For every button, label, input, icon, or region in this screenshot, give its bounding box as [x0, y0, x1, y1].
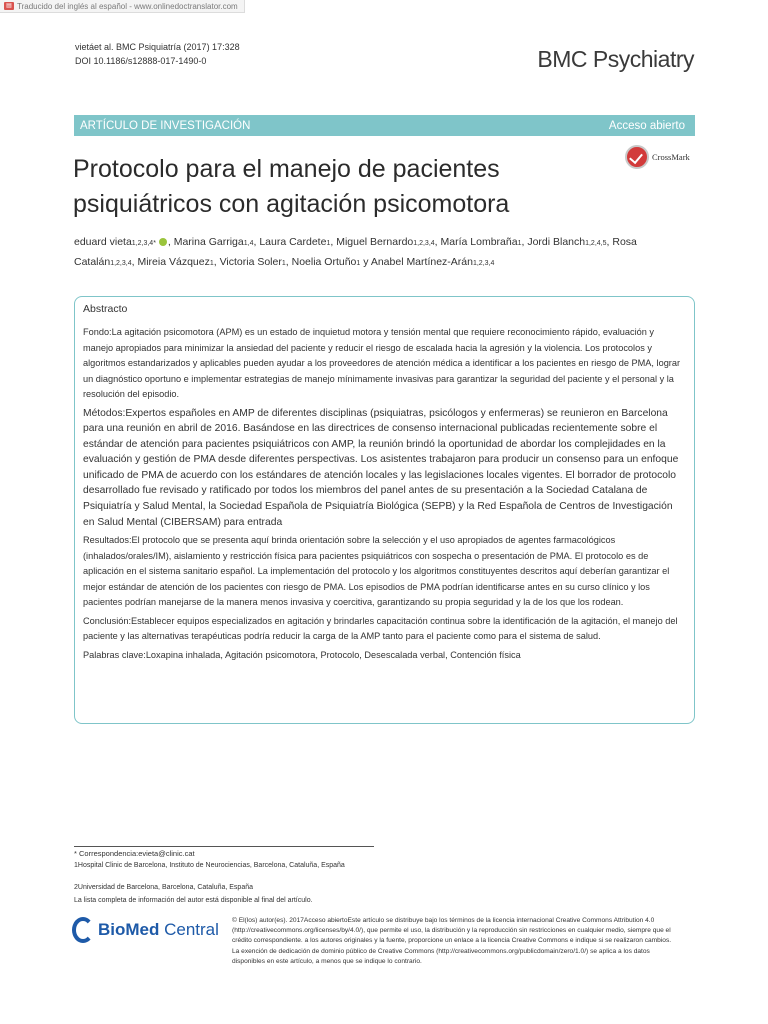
- abstract-results: Resultados:El protocolo que se presenta aquí brinda orientación sobre la selección y el uso apropiados de agentes farmacológicos (inhalados/orales/IM), aislamiento y restricción física para pacientes psiquiátricos con sospecha o presentación de PMA. El protocolo es de aplicación en el sistema sanitario español. La implementación del protocolo y los algoritmos constituyentes descritos aquí deberían garantizar el mejor estándar de atención de los pacientes con riesgo de PMA. Los episodios de PMA podrían identificarse antes en su curso clínico y los pacientes podrían manejarse de la manera menos invasiva y coercitiva, garantizando su propia seguridad y la de los que los rodean.: [83, 535, 670, 608]
- publisher-rest: Central: [159, 920, 219, 939]
- author-name: [527, 236, 606, 248]
- journal-name: BMC Psychiatry: [537, 46, 694, 72]
- affiliation-2: 2Universidad de Barcelona, Barcelona, Cataluña, España: [74, 884, 254, 891]
- translator-label: Traducido del inglés al español - www.onlinedoctranslator.com: [17, 1, 238, 11]
- citation-line: vietáet al. BMC Psiquiatría (2017) 17:328: [75, 42, 240, 52]
- author-list: eduard vieta1,2,3,4* , Marina Garriga1,4, Laura Cardete1, Miguel Bernardo1,2,3,4, María Lombraña1, Jordi Blanch1,2,4,5, Rosa Catalán1,2,3,4, Mireia Vázquez1, Victoria Soler1, Noelia Ortuño1 y Anabel Martínez-Arán1,2,3,4: [74, 236, 637, 268]
- author-affiliation: 1: [209, 260, 214, 267]
- author-text: María Lombraña: [440, 236, 518, 248]
- abstract-methods: Métodos:Expertos españoles en AMP de diferentes disciplinas (psiquiatras, psicólogos y enfermeras) se reunieron en Barcelona para una reunión en abril de 2016. Basándose en las directrices de consenso internacional publicadas recientemente sobre el estándar de atención para pacientes psiquiátricos con AMP, la reunión brindó la oportunidad de abordar los complejidades en la evaluación y gestión de PMA desde diferentes perspectivas. Los asistentes trabajaron para producir un consenso para un enfoque unificado de PMA de acuerdo con los estándares de atención locales y las legislaciones locales vigentes. El borrador de protocolo desarrollado fue revisado y ratificado por todos los miembros del panel antes de su presentación a la Sociedad Catalana de Psiquiatría y Salud Mental, la Sociedad Española de Psiquiatría Biológica (SEPB) y la Red Española de Centros de Investigación en Salud Mental (CIBERSAM) para entrada: [83, 407, 679, 528]
- orcid-icon[interactable]: [159, 238, 167, 246]
- article-type: ARTÍCULO DE INVESTIGACIÓN: [80, 119, 251, 132]
- author-name: [137, 256, 213, 268]
- correspondence-note[interactable]: * Correspondencia:evieta@clinic.cat: [74, 849, 195, 858]
- author-affiliation: 1,2,4,5: [585, 240, 607, 247]
- footnote-divider: [74, 846, 374, 847]
- publisher-bold: BioMed: [98, 920, 160, 939]
- article-type-banner: [74, 115, 695, 136]
- author-affiliation: 1,2,3,4: [110, 260, 132, 267]
- article-title: Protocolo para el manejo de pacientes psiquiátricos con agitación psicomotora: [73, 155, 510, 218]
- author-affiliation: 1: [326, 240, 331, 247]
- author-info-note: La lista completa de información del autor está disponible al final del artículo.: [74, 897, 313, 904]
- abstract-heading: Abstracto: [83, 303, 128, 315]
- author-text: Victoria Soler: [219, 256, 282, 268]
- translator-notice[interactable]: [0, 0, 245, 13]
- author-affiliation: 1: [356, 260, 361, 267]
- author-text: Miguel Bernardo: [336, 236, 414, 248]
- author-affiliation: 1: [281, 260, 286, 267]
- crossmark-icon: [625, 145, 649, 169]
- author-affiliation: 1,2,3,4: [472, 260, 495, 267]
- abstract-box: [74, 296, 695, 724]
- affiliation-1: 1Hospital Clinic de Barcelona, Instituto de Neurociencias, Barcelona, Cataluña, España: [74, 862, 345, 869]
- author-name: [336, 236, 434, 248]
- abstract-background: Fondo:La agitación psicomotora (APM) es un estado de inquietud motora y tensión mental que requiere reconocimiento rápido, evaluación y manejo apropiados para minimizar la ansiedad del paciente y reducir el riesgo de escalada hacia la agresión y la violencia. Los protocolos y algoritmos estandarizados y aplicables pueden ayudar a los proveedores de atención médica a identificar a los pacientes en riesgo de PMA, lograr un diagnóstico oportuno e implementar estrategias de manejo mínimamente invasivas para garantizar la seguridad del paciente y el personal y la resolución del episodio.: [83, 327, 681, 399]
- author-text: Mireia Vázquez: [137, 256, 210, 268]
- author-text: Laura Cardete: [259, 236, 327, 248]
- author-name: [174, 236, 254, 248]
- abstract-conclusion: Conclusión:Establecer equipos especializados en agitación y brindarles capacitación continua sobre la identificación de la agitación, el manejo del paciente y las alternativas terapéuticas podría reducir la carga de la AMP tanto para el paciente como para el sistema de salud.: [83, 615, 678, 642]
- translator-icon: ▤: [4, 2, 14, 10]
- author-name: [259, 236, 330, 248]
- publisher-name: [98, 920, 219, 940]
- author-name: [220, 256, 286, 268]
- author-name: [74, 236, 168, 248]
- citation: [75, 40, 240, 68]
- publisher-logo: [72, 917, 219, 943]
- author-affiliation: 1,2,3,4*: [131, 240, 156, 247]
- author-name: [371, 256, 495, 268]
- author-name: [292, 256, 361, 268]
- open-access-label: Acceso abierto: [608, 119, 685, 132]
- author-text: Anabel Martínez-Arán: [370, 256, 473, 268]
- author-text: eduard vieta: [74, 236, 132, 248]
- author-affiliation: 1,2,3,4: [413, 240, 435, 247]
- doi-line: DOI 10.1186/s12888-017-1490-0: [75, 56, 207, 66]
- author-affiliation: 1,4: [243, 240, 254, 247]
- author-affiliation: 1: [517, 240, 522, 247]
- author-text: Jordi Blanch: [527, 236, 586, 248]
- license-text: © El(los) autor(es). 2017Acceso abiertoEste artículo se distribuye bajo los términos de la licencia internacional Creative Commons Attribution 4.0 (http://creativecommons.org/licenses/by/4.0/), que permite el uso, la distribución y la reproducción sin restricciones en cualquier medio, siempre que el crédito correspondiente. a los autores originales y la fuente, proporcione un enlace a la licencia Creative Commons e indique si se realizaron cambios. La exención de dedicación de dominio público de Creative Commons (http://creativecommons.org/publicdomain/zero/1.0/) se aplica a los datos disponibles en este artículo, a menos que se indique lo contrario.: [232, 917, 672, 965]
- biomed-logo-icon: [72, 917, 94, 943]
- abstract-keywords: Palabras clave:Loxapina inhalada, Agitación psicomotora, Protocolo, Desescalada verbal, Contención física: [83, 649, 521, 660]
- author-text: Marina Garriga: [173, 236, 244, 248]
- author-name: [441, 236, 522, 248]
- author-text: Noelia Ortuño: [291, 256, 357, 268]
- crossmark-label: CrossMark: [652, 152, 690, 162]
- author-text: Rosa Catalán: [74, 236, 637, 268]
- crossmark-badge[interactable]: [625, 145, 690, 169]
